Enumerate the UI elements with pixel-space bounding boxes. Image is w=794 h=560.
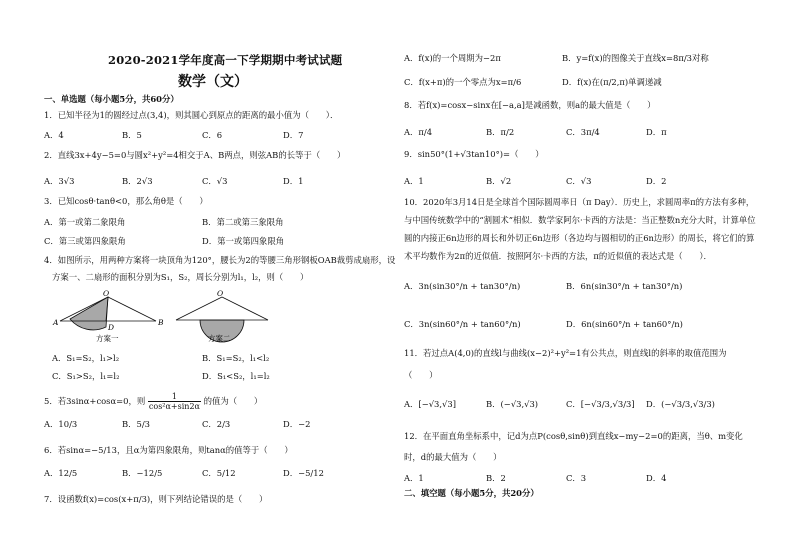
q10-option-a: A．3n(sin30°/n + tan30°/n) <box>404 281 521 291</box>
q6-option-c: C．5/12 <box>202 468 236 478</box>
q11-option-d: D．(−√3/3,√3/3) <box>646 399 715 409</box>
section-heading-single-choice: 一、单选题（每小题5分，共60分） <box>44 94 179 104</box>
q3-stem: 3．已知cosθ·tanθ<0，那么角θ是（ ） <box>44 196 208 206</box>
fig2-caption: 方案二 <box>208 334 231 343</box>
q5-stem-pre: 5．若3sinα+cosα=0，则 <box>44 396 146 406</box>
q2-option-c: C．√3 <box>202 176 228 186</box>
q4-stem-line2: 方案一、二扇形的面积分别为S₁，S₂，周长分别为l₁，l₂，则（ ） <box>52 272 309 282</box>
q6-option-a: A．12/5 <box>44 468 78 478</box>
q5-frac-den: cos²α+sin2α <box>148 402 200 411</box>
exam-title: 2020-2021学年度高一下学期期中考试试题 <box>108 53 343 67</box>
q12-line2: 时，d的最大值为（ ） <box>404 452 502 462</box>
exam-subject: 数学（文） <box>178 74 248 90</box>
fig1-label-b: B <box>158 318 164 327</box>
q4-option-d: D．S₁<S₂，l₁=l₂ <box>202 371 270 381</box>
q10-line2: 与中国传统数学中的“割圆术”相似．数学家阿尔·卡西的方法是：当正整数n充分大时，计算单位 <box>404 215 756 225</box>
q8-stem: 8．若f(x)=cosx−sinx在[−a,a]是减函数，则a的最大值是（ ） <box>404 100 656 110</box>
q11-option-a: A．[−√3,√3] <box>404 399 456 409</box>
q8-option-d: D．π <box>646 127 667 137</box>
q11-stem: 11．若过点A(4,0)的直线l与曲线(x−2)²+y²=1有公共点，则直线l的斜率的取值范围为 <box>404 348 727 358</box>
fig1-label-o: O <box>103 289 110 298</box>
fig1-caption: 方案一 <box>96 334 119 343</box>
q1-stem: 1．已知半径为1的圆经过点(3,4)，则其圆心到原点的距离的最小值为（ ）． <box>44 110 339 120</box>
q5-stem-post: 的值为（ ） <box>203 396 263 406</box>
q3-option-d: D．第一或第四象限角 <box>202 236 285 246</box>
q12-option-a: A．1 <box>404 473 424 483</box>
q1-option-d: D．7 <box>283 130 304 140</box>
q7-stem: 7．设函数f(x)=cos(x+π/3)，则下列结论错误的是（ ） <box>44 494 268 504</box>
q8-option-c: C．3π/4 <box>566 127 600 137</box>
q5-option-b: B．5/3 <box>122 419 151 429</box>
q7-option-b: B．y=f(x)的图像关于直线x=8π/3对称 <box>562 53 709 63</box>
q5-option-a: A．10/3 <box>44 419 78 429</box>
q12-option-c: C．3 <box>566 473 587 483</box>
q6-stem: 6．若sinα=−5/13，且α为第四象限角，则tanα的值等于（ ） <box>44 445 293 455</box>
q9-option-d: D．2 <box>646 176 667 186</box>
q10-option-d: D．6n(sin60°/n + tan60°/n) <box>566 319 683 329</box>
q6-option-d: D．−5/12 <box>283 468 324 478</box>
q5-option-d: D．−2 <box>283 419 311 429</box>
q5-stem <box>44 392 262 411</box>
q4-option-a: A．S₁=S₂，l₁>l₂ <box>52 353 120 363</box>
q12-line1: 12．在平面直角坐标系中，记d为点P(cosθ,sinθ)到直线x−my−2=0的距离，当θ、m变化 <box>404 431 743 441</box>
q2-option-a: A．3√3 <box>44 176 75 186</box>
q3-option-b: B．第二或第三象限角 <box>202 217 284 227</box>
q7-option-a: A．f(x)的一个周期为−2π <box>404 53 501 63</box>
q11-option-b: B．(−√3,√3) <box>486 399 539 409</box>
q12-option-b: B．2 <box>486 473 506 483</box>
q4-figure-scheme-two <box>172 287 276 345</box>
q10-line4: 术平均数作为2π的近似值．按照阿尔·卡西的方法，π的近似值的表达式是（ ）． <box>404 251 712 261</box>
q4-option-b: B．S₁=S₂，l₁<l₂ <box>202 353 270 363</box>
q4-option-c: C．S₁>S₂，l₁=l₂ <box>52 371 120 381</box>
q6-option-b: B．−12/5 <box>122 468 163 478</box>
q3-option-c: C．第三或第四象限角 <box>44 236 126 246</box>
q12-option-d: D．4 <box>646 473 667 483</box>
q4-figure-scheme-one <box>52 287 164 345</box>
q9-stem: 9．sin50°(1+√3tan10°)=（ ） <box>404 149 544 159</box>
q2-option-d: D．1 <box>283 176 304 186</box>
q10-option-c: C．3n(sin60°/n + tan60°/n) <box>404 319 521 329</box>
q1-option-b: B．5 <box>122 130 142 140</box>
q10-option-b: B．6n(sin30°/n + tan30°/n) <box>566 281 683 291</box>
q7-option-d: D．f(x)在(π/2,π)单调递减 <box>562 77 662 87</box>
q2-stem: 2．直线3x+4y−5=0与圆x²+y²=4相交于A、B两点，则弦AB的长等于（ ） <box>44 150 346 160</box>
q9-option-a: A．1 <box>404 176 424 186</box>
q5-option-c: C．2/3 <box>202 419 231 429</box>
q10-line3: 圆的内接正6n边形的周长和外切正6n边形（各边均与圆相切的正6n边形）的周长，将它们的算 <box>404 233 755 243</box>
fig1-label-a: A <box>53 318 59 327</box>
q8-option-b: B．π/2 <box>486 127 515 137</box>
q2-option-b: B．2√3 <box>122 176 153 186</box>
q7-option-c: C．f(x+π)的一个零点为x=π/6 <box>404 77 522 87</box>
q9-option-b: B．√2 <box>486 176 512 186</box>
q5-fraction <box>148 392 201 411</box>
q11-paren: （ ） <box>404 370 438 380</box>
q5-frac-num: 1 <box>148 392 201 402</box>
q8-option-a: A．π/4 <box>404 127 433 137</box>
section-heading-fill-blank: 二、填空题（每小题5分，共20分） <box>404 488 539 498</box>
q4-stem-line1: 4．如图所示，用两种方案将一块顶角为120°，腰长为2的等腰三角形钢板OAB裁剪成扇形，设 <box>44 255 396 265</box>
fig2-label-o: O <box>217 289 224 298</box>
q1-option-c: C．6 <box>202 130 223 140</box>
q1-option-a: A．4 <box>44 130 64 140</box>
fig1-label-d: D <box>108 323 115 332</box>
q11-option-c: C．[−√3/3,√3/3] <box>566 399 635 409</box>
q9-option-c: C．√3 <box>566 176 592 186</box>
q10-line1: 10．2020年3月14日是全球首个国际圆周率日（π Day）．历史上，求圆周率π的方法有多种， <box>404 197 755 207</box>
q3-option-a: A．第一或第二象限角 <box>44 217 126 227</box>
